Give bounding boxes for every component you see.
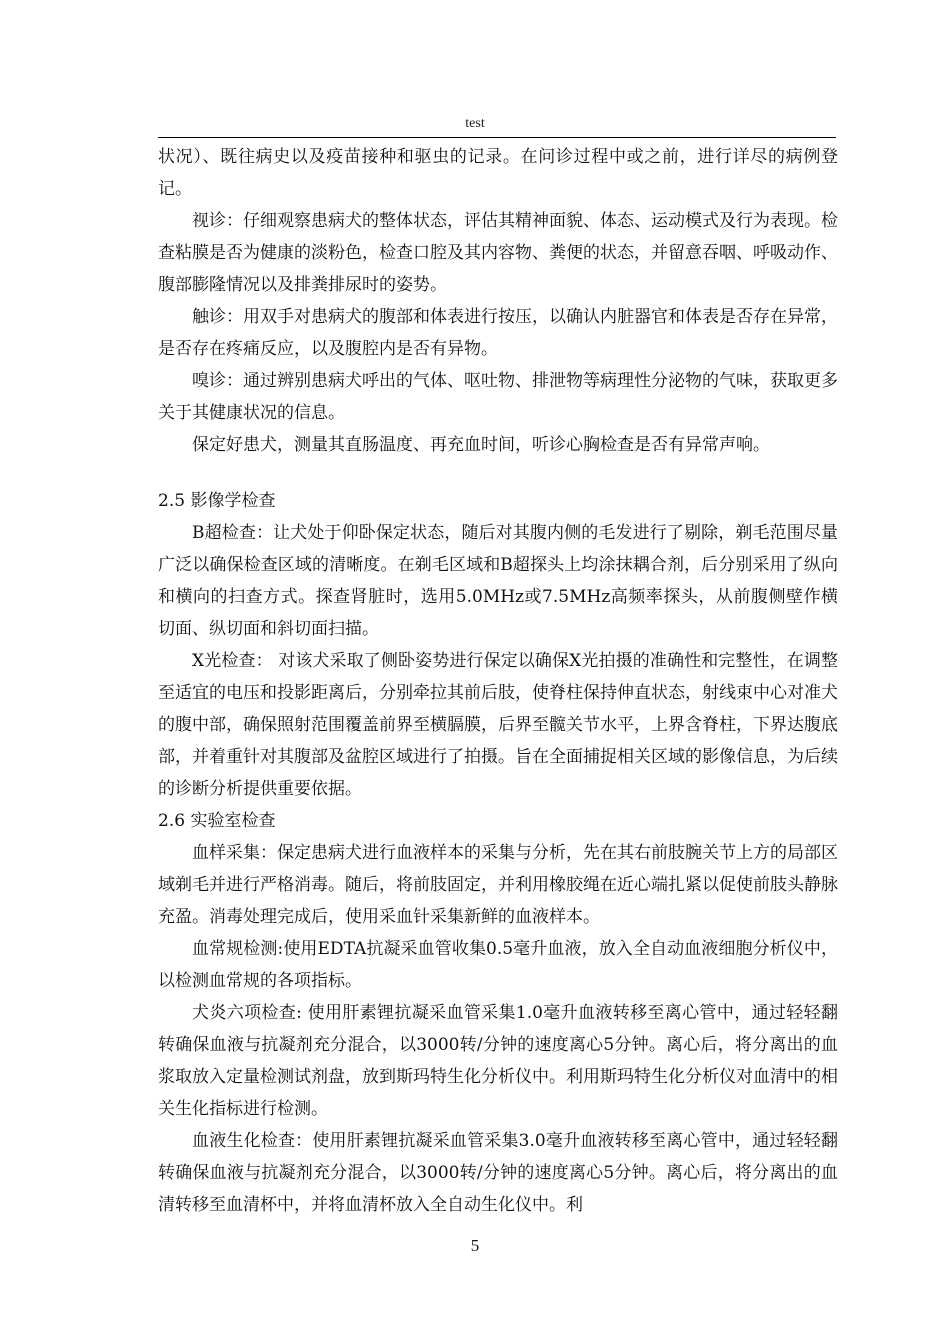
paragraph-blood-sampling: 血样采集：保定患病犬进行血液样本的采集与分析，先在其右前肢腕关节上方的局部区域剃毛并进行严格消毒。随后，将前肢固定，并利用橡胶绳在近心端扎紧以促使前肢头静脉充盈。消毒处理完成后，使用采血针采集新鲜的血液样本。 — [158, 843, 838, 927]
section-heading-laboratory: 2.6 实验室检查 — [158, 811, 276, 831]
paragraph-history: 状况）、既往病史以及疫苗接种和驱虫的记录。在问诊过程中或之前，进行详尽的病例登记。 — [158, 147, 838, 199]
paragraph-ultrasound: B超检查：让犬处于仰卧保定状态，随后对其腹内侧的毛发进行了剔除，剃毛范围尽量广泛以确保检查区域的清晰度。在剃毛区域和B超探头上均涂抹耦合剂，后分别采用了纵向和横向的扫查方式。探查肾脏时，选用5.0MHz或7.5MHz高频率探头，从前腹侧壁作横切面、纵切面和斜切面扫描。 — [158, 523, 838, 639]
header-rule — [158, 137, 836, 138]
paragraph-inspection: 视诊：仔细观察患病犬的整体状态，评估其精神面貌、体态、运动模式及行为表现。检查粘膜是否为健康的淡粉色，检查口腔及其内容物、粪便的状态，并留意吞咽、呼吸动作、腹部膨隆情况以及排粪排尿时的姿势。 — [158, 211, 838, 295]
paragraph-olfaction: 嗅诊：通过辨别患病犬呼出的气体、呕吐物、排泄物等病理性分泌物的气味，获取更多关于其健康状况的信息。 — [158, 371, 838, 423]
document-body — [158, 141, 838, 1221]
page-number: 5 — [470, 1236, 480, 1255]
paragraph-inflammation-panel: 犬炎六项检查: 使用肝素锂抗凝采血管采集1.0毫升血液转移至离心管中，通过轻轻翻转确保血液与抗凝剂充分混合，以3000转/分钟的速度离心5分钟。离心后，将分离出的血浆取放入定量检测试剂盘，放到斯玛特生化分析仪中。利用斯玛特生化分析仪对血清中的相关生化指标进行检测。 — [158, 1003, 838, 1119]
paragraph-biochemistry: 血液生化检查：使用肝素锂抗凝采血管采集3.0毫升血液转移至离心管中，通过轻轻翻转确保血液与抗凝剂充分混合，以3000转/分钟的速度离心5分钟。离心后，将分离出的血清转移至血清杯中，并将血清杯放入全自动生化仪中。利 — [158, 1131, 838, 1215]
paragraph-palpation: 触诊：用双手对患病犬的腹部和体表进行按压，以确认内脏器官和体表是否存在异常，是否存在疼痛反应，以及腹腔内是否有异物。 — [158, 307, 838, 359]
paragraph-blood-routine: 血常规检测:使用EDTA抗凝采血管收集0.5毫升血液，放入全自动血液细胞分析仪中，以检测血常规的各项指标。 — [158, 939, 838, 991]
section-gap — [158, 461, 838, 485]
paragraph-xray: X光检查： 对该犬采取了侧卧姿势进行保定以确保X光拍摄的准确性和完整性，在调整至适宜的电压和投影距离后，分别牵拉其前后肢，使脊柱保持伸直状态，射线束中心对准犬的腹中部，确保照射范围覆盖前界至横膈膜，后界至髋关节水平，上界含脊柱，下界达腹底部，并着重针对其腹部及盆腔区域进行了拍摄。旨在全面捕捉相关区域的影像信息，为后续的诊断分析提供重要依据。 — [158, 651, 838, 799]
section-heading-imaging: 2.5 影像学检查 — [158, 491, 276, 511]
paragraph-vitals: 保定好患犬，测量其直肠温度、再充血时间，听诊心胸检查是否有异常声响。 — [192, 435, 770, 455]
page-header: test — [465, 116, 485, 131]
